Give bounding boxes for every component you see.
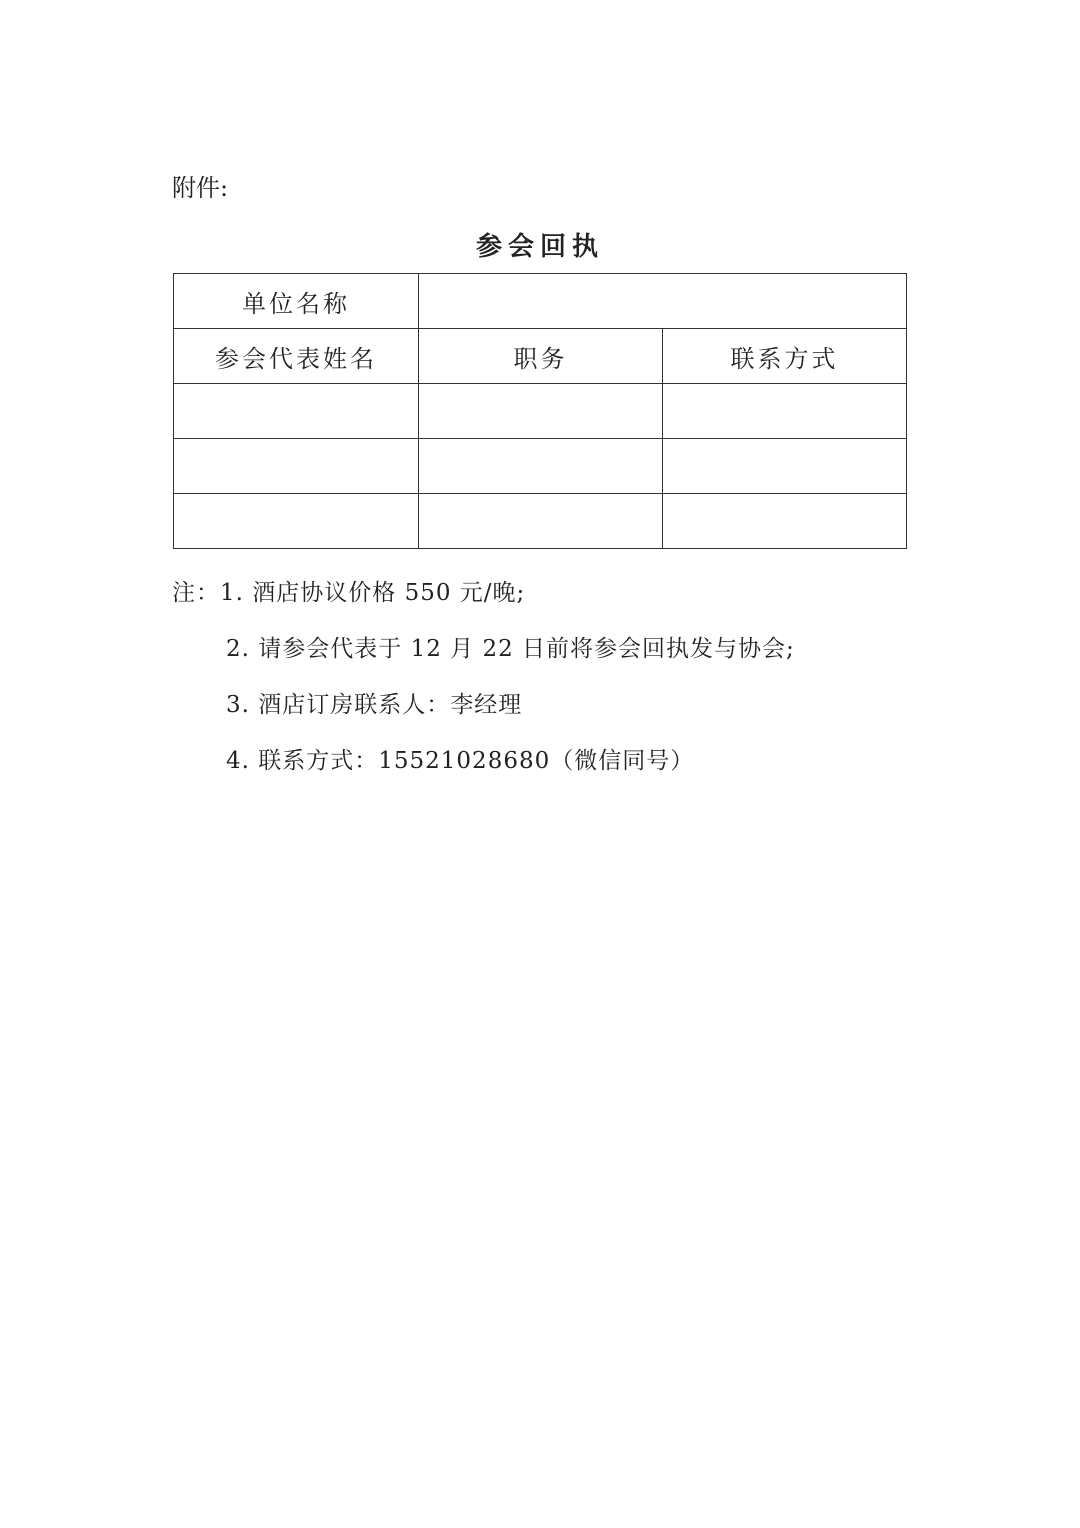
note-2: 2. 请参会代表于 12 月 22 日前将参会回执发与协会; — [226, 636, 795, 662]
header-row — [174, 329, 907, 384]
position-cell[interactable] — [419, 439, 663, 494]
position-cell[interactable] — [419, 494, 663, 549]
unit-name-field[interactable] — [419, 274, 907, 329]
receipt-table — [173, 273, 907, 549]
table-row — [174, 384, 907, 439]
name-cell[interactable] — [174, 439, 419, 494]
contact-cell[interactable] — [663, 494, 907, 549]
table-row — [174, 494, 907, 549]
unit-name-label: 单位名称 — [174, 274, 419, 329]
note-prefix: 注： — [172, 580, 220, 606]
note-1 — [172, 574, 525, 607]
note-3: 3. 酒店订房联系人：李经理 — [226, 692, 523, 718]
position-cell[interactable] — [419, 384, 663, 439]
header-representative-name: 参会代表姓名 — [174, 329, 419, 384]
header-position: 职务 — [419, 329, 663, 384]
header-contact: 联系方式 — [663, 329, 907, 384]
note-4: 4. 联系方式：15521028680（微信同号） — [226, 748, 695, 774]
name-cell[interactable] — [174, 494, 419, 549]
contact-cell[interactable] — [663, 384, 907, 439]
name-cell[interactable] — [174, 384, 419, 439]
table-row — [174, 439, 907, 494]
note-text: 1. 酒店协议价格 550 元/晚; — [220, 580, 526, 606]
attachment-label: 附件: — [172, 174, 229, 202]
unit-row — [174, 274, 907, 329]
form-title: 参会回执 — [475, 232, 604, 262]
contact-cell[interactable] — [663, 439, 907, 494]
